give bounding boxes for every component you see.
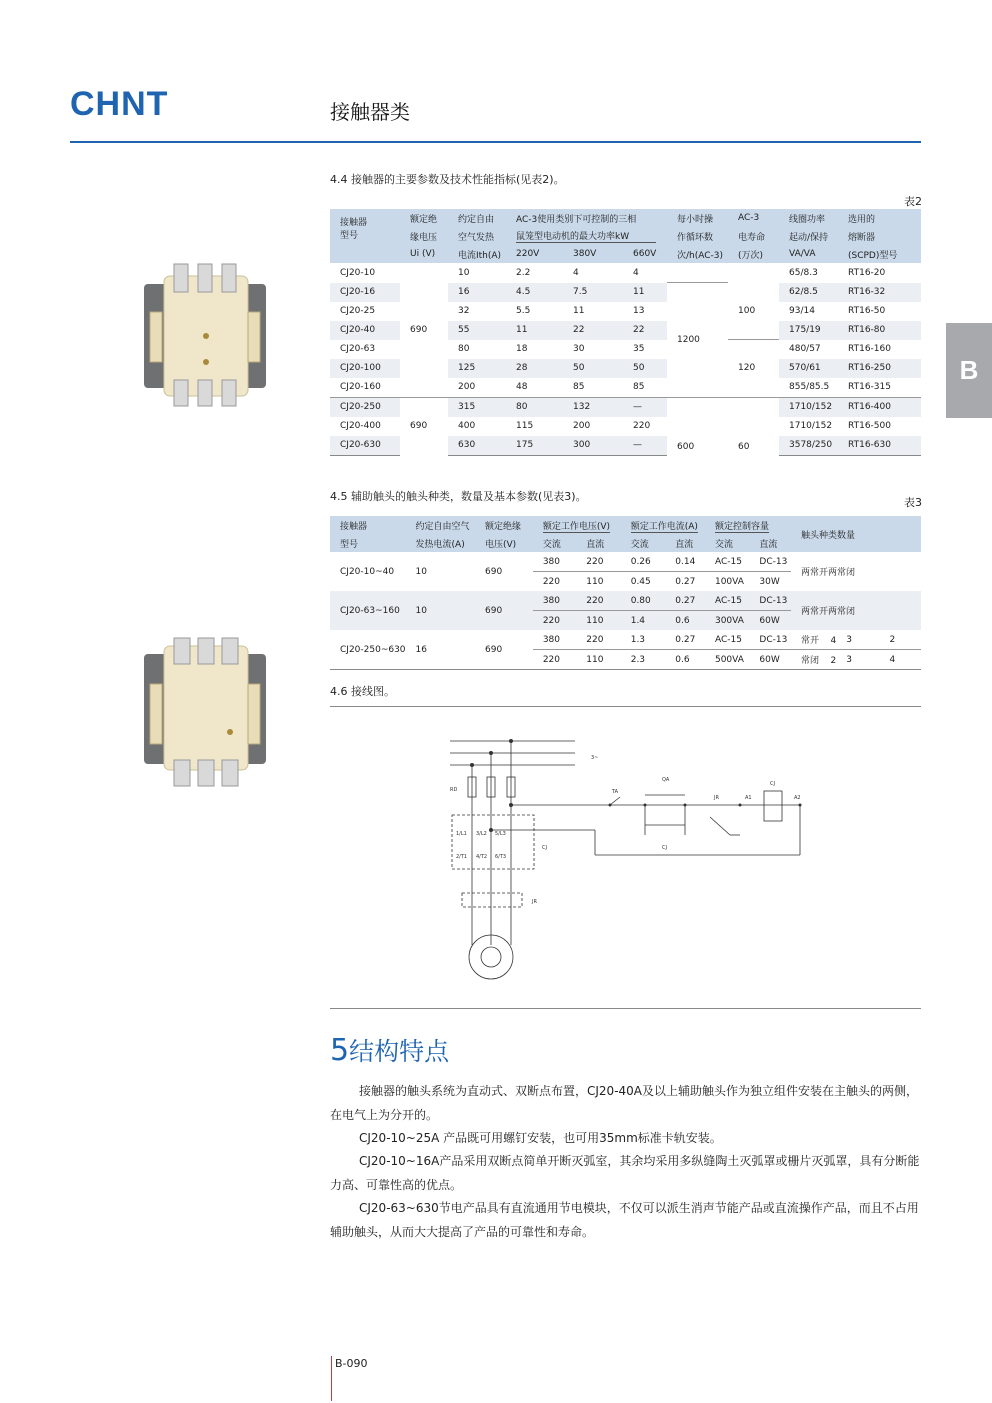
label-jr-relay: JR <box>532 899 537 905</box>
table-3-label: 表3 <box>904 496 922 509</box>
contactor-photo-large <box>140 636 270 788</box>
label-l1: 1/L1 <box>456 831 467 837</box>
wiring-diagram <box>440 735 820 980</box>
paragraph-1: 接触器的触头系统为直动式、双断点布置，CJ20-40A及以上辅助触头作为独立组件安装在主触头的两侧，在电气上为分开的。 <box>330 1084 918 1122</box>
label-l2: 3/L2 <box>476 831 487 837</box>
label-t1: 2/T1 <box>456 854 468 860</box>
label-rd: RD <box>450 787 458 793</box>
header-rule <box>70 141 921 143</box>
label-t2: 4/T2 <box>476 854 488 860</box>
label-a2: A2 <box>794 795 801 801</box>
section-4-5-title: 4.5 辅助触头的触头种类，数量及基本参数(见表3)。 <box>330 490 587 503</box>
table-2: 接触器 型号 额定绝 约定自由 AC-3使用类别下可控制的三相 每小时操 AC-3 线圈功率 选用的 缘电压 空气发热 鼠笼型电动机的最大功率kW 作循环数 电寿命 起动/保持 熔断器 Ui (V) 电流Ith(A) 220V 380V 660V 次/h(AC-3) (万次) VA/VA (SCPD)型号 CJ20-10 690 10 2.2 4 4 65/8.3 RT16-20 CJ20-16 16 4.5 7.5 11 1200 100 62/8.5 RT16-32 CJ20-25 32 5.5 11 13 93/14 RT16-50 CJ20-40 55 11 22 22 175/19 RT16-80 CJ20-63 80 18 30 35 120 480/57 RT16-160 CJ20-100 125 28 50 50 570/61 RT16-250 CJ20-160 200 48 85 85 855/85.5 RT16-315 CJ20-250 690 315 80 132 — 600 60 1710/152 RT16-400 CJ20-400 400 115 200 220 1710/152 RT16-500 CJ20-630 630 175 300 — 3578/250 RT16-630 <box>330 209 921 456</box>
section-4-6-title: 4.6 接线图。 <box>330 685 395 698</box>
label-cj-coil: CJ <box>770 781 775 787</box>
label-t3: 6/T3 <box>495 854 507 860</box>
label-cj-main: CJ <box>542 845 547 851</box>
brand-logo: CHNT <box>70 85 169 123</box>
paragraph-2: CJ20-10~25A 产品既可用螺钉安装，也可用35mm标准卡轨安装。 <box>359 1131 722 1145</box>
label-ta: TA <box>612 789 619 795</box>
section-4-6-rule <box>330 706 921 707</box>
paragraph-4: CJ20-63~630节电产品具有直流通用节电模块，不仅可以派生消声节能产品或直流操作产品，而且不占用辅助触头，从而大大提高了产品的可靠性和寿命。 <box>330 1201 919 1239</box>
page-category: 接触器类 <box>330 100 410 124</box>
table-3: 接触器 约定自由空气 额定绝缘 额定工作电压(V) 额定工作电流(A) 额定控制容量 触头种类数量 型号 发热电流(A) 电压(V) 交流 直流 交流 直流 交流 直流 CJ20-10~40 10 690 380 220 0.26 0.14 AC-15 DC-13 两常开两常闭 220 110 0.45 0.27 100VA 30W CJ20-63~160 10 690 380 220 0.80 0.27 AC-15 DC-13 两常开两常闭 220 110 1.4 0.6 300VA 60W CJ20-250~630 16 690 380 220 1.3 0.27 AC-15 DC-13 常开 4 3 2 220 110 2.3 0.6 500VA 60W 常闭 2 3 4 <box>330 516 921 670</box>
section-4-4-title: 4.4 接触器的主要参数及技术性能指标(见表2)。 <box>330 173 565 186</box>
paragraph-3: CJ20-10~16A产品采用双断点简单开断灭弧室，其余均采用多纵缝陶土灭弧罩或栅片灭弧罩，具有分断能力高、可靠性高的优点。 <box>330 1154 920 1192</box>
section-tab[interactable]: B <box>946 323 992 418</box>
label-cj-aux: CJ <box>662 845 667 851</box>
label-qa: QA <box>662 777 670 783</box>
section-5-rule <box>330 1008 921 1009</box>
label-three-phase: 3~ <box>591 755 599 761</box>
label-l3: 5/L3 <box>495 831 506 837</box>
contactor-photo-small <box>140 262 270 410</box>
label-jr: JR <box>714 795 719 801</box>
table-2-label: 表2 <box>904 195 922 208</box>
page-number: B-090 <box>335 1357 368 1370</box>
section-5-title: 5结构特点 <box>330 1033 450 1068</box>
label-a1: A1 <box>745 795 752 801</box>
page-number-bar <box>331 1356 332 1401</box>
